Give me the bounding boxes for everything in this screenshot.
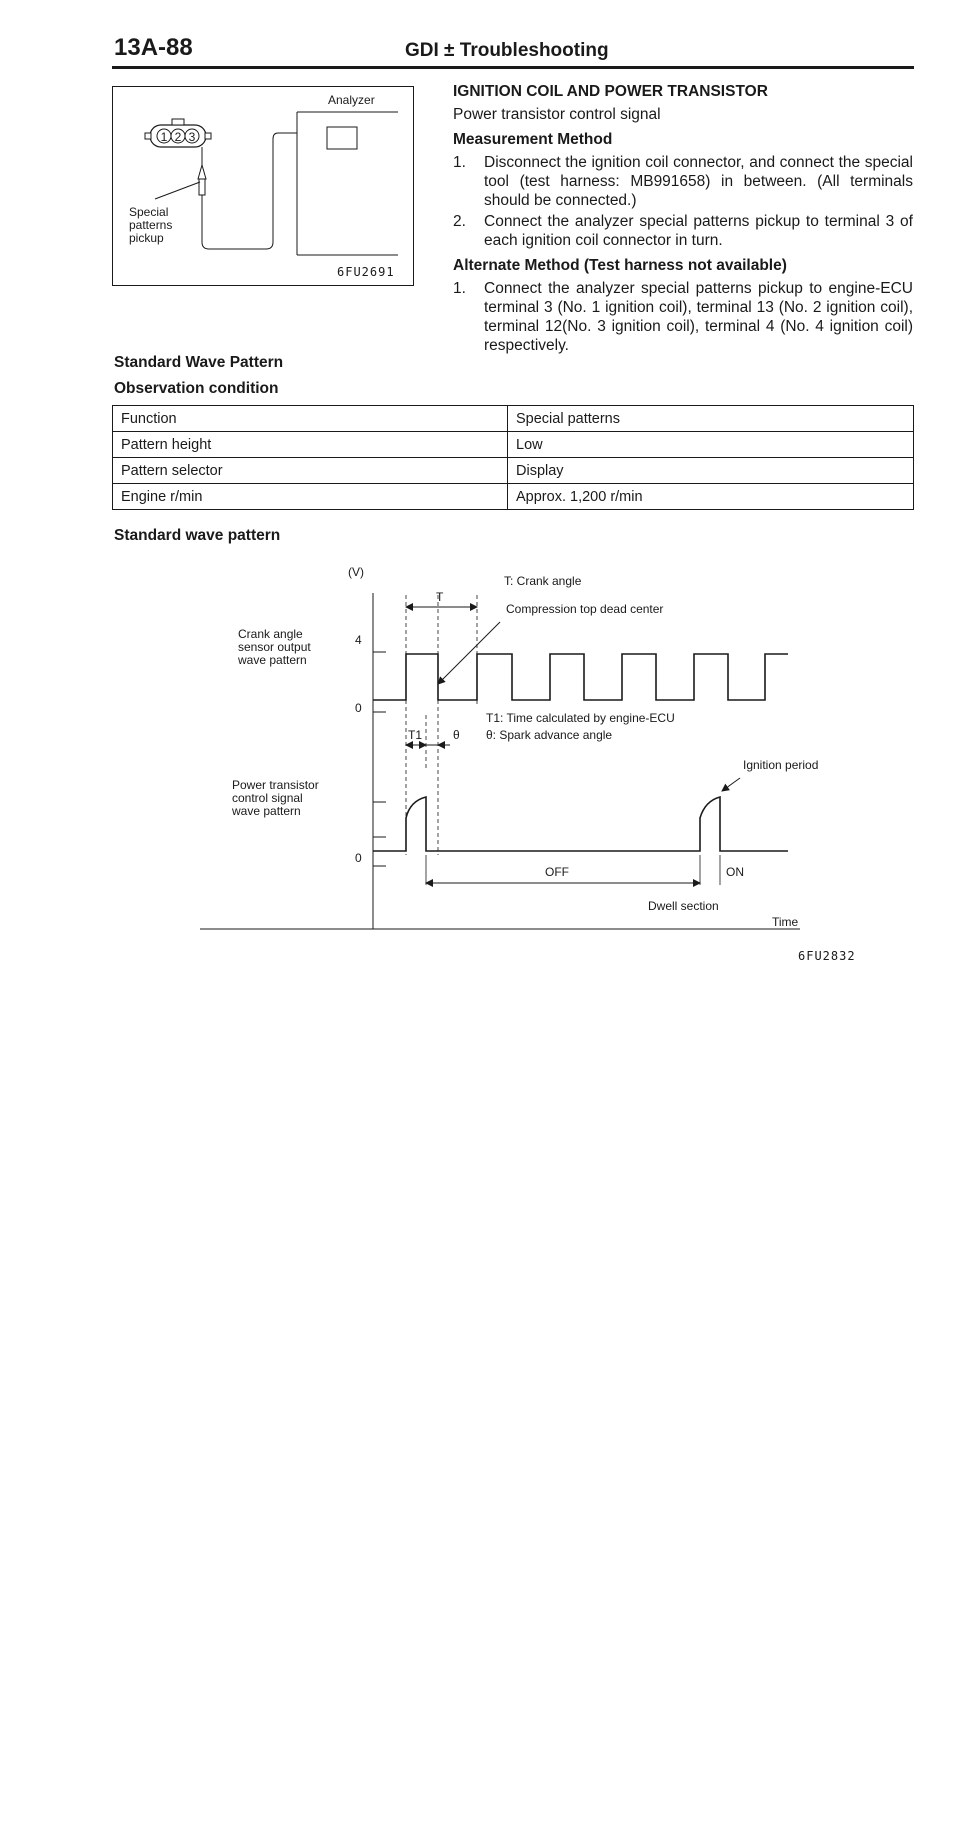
theta-label: θ	[453, 728, 460, 742]
t1-legend: T1: Time calculated by engine-ECU	[486, 711, 675, 725]
alternate-step: 1. Connect the analyzer special patterns pickup to engine-ECU terminal 3 (No. 1 ignition coil), terminal 13 (No. 2 ignition coil), terminal 12(No. 3 ignition coil), terminal 4 (No. 4 ignition coil) respectively.	[453, 280, 913, 354]
tick-label-0-bottom: 0	[355, 851, 362, 865]
power-label-line-2: control signal	[232, 791, 303, 805]
theta-legend: θ: Spark advance angle	[486, 728, 613, 742]
table-row	[113, 484, 914, 510]
header-rule	[112, 66, 914, 69]
pickup-label-line-3: pickup	[129, 231, 164, 245]
time-label: Time	[772, 915, 799, 929]
pickup-label-line-1: Special	[129, 205, 169, 219]
table-cell-param: Pattern height	[113, 432, 508, 458]
standard-wave-pattern-heading: Standard Wave Pattern	[114, 354, 284, 371]
off-label: OFF	[545, 865, 569, 879]
voltage-unit-label: (V)	[348, 565, 364, 579]
standard-wave-heading: Standard wave pattern	[114, 527, 281, 544]
dwell-section-label: Dwell section	[648, 899, 719, 913]
t-legend: T: Crank angle	[504, 574, 582, 588]
table-cell-param: Function	[113, 406, 508, 432]
figure-connector-analyzer	[112, 86, 414, 286]
table-row	[113, 432, 914, 458]
table-cell-param: Engine r/min	[113, 484, 508, 510]
measurement-step: 1. Disconnect the ignition coil connector, and connect the special tool (test harness: MB991658) in between. (All terminals should be connected.)	[453, 154, 913, 209]
figure2-code: 6FU2832	[798, 949, 856, 963]
ignition-period-label: Ignition period	[743, 758, 819, 772]
tick-label-4: 4	[355, 633, 362, 647]
measurement-step: 2. Connect the analyzer special patterns pickup to terminal 3 of each ignition coil connector in turn.	[453, 213, 913, 249]
power-label-line-1: Power transistor	[232, 778, 319, 792]
tick-label-0-top: 0	[355, 701, 362, 715]
terminal-3-label: 3	[188, 130, 196, 144]
table-cell-value: Display	[508, 458, 914, 484]
pickup-label-line-2: patterns	[129, 218, 173, 232]
measurement-heading: Measurement Method	[453, 131, 613, 148]
terminal-1-label: 1	[160, 130, 168, 144]
on-label: ON	[726, 865, 744, 879]
waveform-diagram	[200, 565, 910, 975]
crank-angle-wave	[373, 654, 788, 700]
table-cell-value: Special patterns	[508, 406, 914, 432]
crank-label-line-2: sensor output	[238, 640, 311, 654]
analyzer-box	[327, 127, 357, 149]
pickup-probe	[198, 165, 206, 179]
procedure-text	[453, 82, 913, 357]
alternate-heading: Alternate Method (Test harness not available)	[453, 257, 787, 274]
connector-diagram	[113, 87, 413, 285]
table-cell-value: Approx. 1,200 r/min	[508, 484, 914, 510]
crank-label-line-1: Crank angle	[238, 627, 303, 641]
t1-label: T1	[408, 728, 423, 742]
terminal-2-label: 2	[174, 130, 182, 144]
compression-tdc-label: Compression top dead center	[506, 602, 664, 616]
figure-waveform	[200, 565, 910, 980]
observation-condition-heading: Observation condition	[114, 380, 279, 397]
observation-condition-table	[112, 405, 914, 510]
figure1-code: 6FU2691	[337, 265, 395, 279]
table-cell-param: Pattern selector	[113, 458, 508, 484]
power-label-line-3: wave pattern	[232, 804, 301, 818]
t-label: T	[436, 590, 444, 604]
crank-label-line-3: wave pattern	[238, 653, 307, 667]
section-title: IGNITION COIL AND POWER TRANSISTOR	[453, 83, 768, 100]
table-row	[113, 458, 914, 484]
power-transistor-wave	[373, 797, 788, 851]
table-row	[113, 406, 914, 432]
running-head: GDI ± Troubleshooting	[405, 40, 609, 61]
table-cell-value: Low	[508, 432, 914, 458]
pickup-cable	[202, 133, 297, 249]
analyzer-label: Analyzer	[328, 93, 375, 107]
page-number: 13A-88	[114, 34, 193, 61]
section-subtitle: Power transistor control signal	[453, 106, 661, 123]
